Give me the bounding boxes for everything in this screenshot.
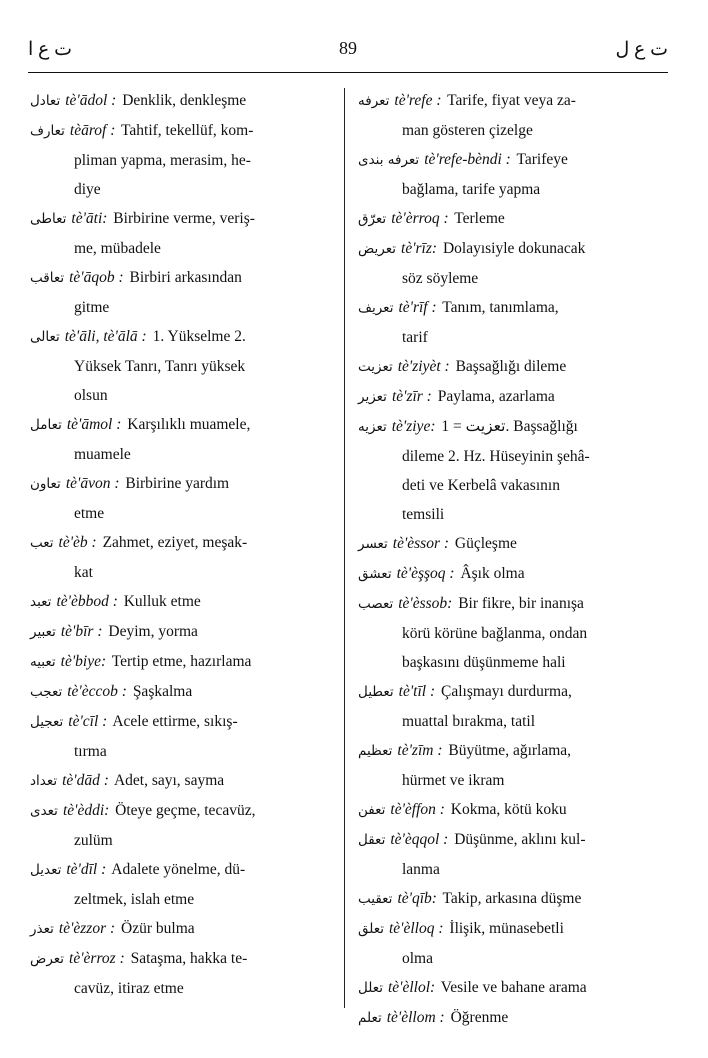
entry-transliteration: tè'èbbod : [56,593,118,610]
entry-transliteration: tè'āqob : [69,269,124,286]
dictionary-entry [358,86,660,145]
entry-definition: Özür bulma [121,920,195,937]
entry-arabic-headword: تعلم [358,1010,382,1026]
entry-definition-continuation: olsun [74,387,108,404]
entry-arabic-headword: تعظیم [358,743,393,759]
entry-first-line [30,587,335,617]
dictionary-entry [358,914,660,973]
entry-transliteration: tè'èffon : [390,801,445,818]
header-rule [28,72,668,73]
entry-arabic-headword: تعارف [30,123,65,139]
entry-arabic-headword: تعالی [30,329,60,345]
entry-definition-continuation: cavüz, itiraz etme [74,980,184,997]
entry-first-line [358,382,660,412]
entry-definition-continuation: diye [74,181,101,198]
entry-first-line [30,263,335,293]
header-left-guide: ت ع ا [28,39,73,60]
entry-definition: 1. Yükselme 2. [152,328,246,345]
dictionary-entry [30,263,335,322]
entry-arabic-headword: تعلل [358,980,383,996]
dictionary-entry [30,914,335,944]
entry-first-line [30,944,335,974]
entry-transliteration: tè'zīr : [391,388,432,405]
entry-transliteration: tè'ziye: [391,418,436,435]
entry-definition: İlişik, münasebetli [449,920,564,937]
entry-definition-continuation: zeltmek, islah etme [74,891,195,908]
dictionary-entry [358,529,660,559]
entry-definition: Çalışmayı durdurma, [441,683,572,700]
entry-definition: Adalete yönelme, dü- [111,861,246,878]
entry-first-line [30,677,335,707]
dictionary-entry [358,145,660,204]
entry-definition: Şaşkalma [132,683,193,700]
entry-definition: Birbirine yardım [125,475,230,492]
entry-transliteration: tè'zīm : [397,742,443,759]
dictionary-entry [30,469,335,528]
entry-definition: Tertip etme, hazırlama [111,653,252,670]
entry-definition: Büyütme, ağırlama, [448,742,572,759]
entry-definition: Öteye geçme, tecavüz, [115,802,256,819]
entry-arabic-headword: تعطیل [358,684,394,700]
entry-arabic-headword: تعقل [358,832,386,848]
dictionary-entry [358,795,660,825]
column-divider [344,88,345,1008]
entry-first-line [30,86,335,116]
dictionary-entry [358,293,660,352]
entry-transliteration: tè'tīl : [398,683,436,700]
entry-first-line [30,796,335,826]
entry-transliteration: tè'rīf : [398,299,437,316]
entry-definition-continuation: pliman yapma, merasim, he- [74,152,251,169]
entry-first-line [358,145,660,175]
entry-first-line [358,352,660,382]
entry-definition: Karşılıklı muamele, [127,416,251,433]
dictionary-entry [30,410,335,469]
entry-definition: Terleme [454,210,505,227]
entry-arabic-headword: تعزیت [358,359,393,375]
entry-first-line [358,677,660,707]
entry-first-line [358,795,660,825]
entry-definition-continuation: deti ve Kerbelâ vakasının [402,477,560,494]
entry-definition-continuation: lanma [402,861,440,878]
entry-arabic-headword: تعسر [358,536,388,552]
entry-definition: Başsağlığı dileme [455,358,567,375]
entry-arabic-headword: تعرّق [358,211,387,227]
entry-arabic-headword: تعاقب [30,270,65,286]
entry-transliteration: tè'refe : [394,92,442,109]
entry-transliteration: tè'èb : [58,534,97,551]
entry-transliteration: tè'ziyèt : [397,358,450,375]
entry-transliteration: tè'èllom : [386,1009,445,1026]
entry-definition-continuation: tırma [74,743,107,760]
entry-definition: Tanım, tanımlama, [442,299,559,316]
entry-definition-continuation: zulüm [74,832,113,849]
entry-definition: Denklik, denkleşme [122,92,247,109]
entry-transliteration: tè'cīl : [68,713,108,730]
entry-arabic-headword: تعامل [30,417,62,433]
entry-definition-continuation: kat [74,564,93,581]
entry-definition: Öğrenme [450,1009,509,1026]
entry-definition: Vesile ve bahane arama [440,979,587,996]
dictionary-entry [358,412,660,529]
entry-first-line [358,973,660,1003]
entry-first-line [30,766,335,796]
entry-transliteration: tè'èccob : [67,683,127,700]
page-number: 89 [339,38,357,58]
dictionary-entry [30,796,335,855]
entry-definition: Paylama, azarlama [437,388,555,405]
entry-definition-continuation: söz söyleme [402,270,479,287]
entry-transliteration: tè'rīz: [401,240,438,257]
entry-transliteration: tè'èllol: [387,979,436,996]
entry-transliteration: tè'āti: [71,210,108,227]
entry-arabic-headword: تعب [30,535,54,551]
entry-definition: Acele ettirme, sıkış- [112,713,238,730]
entry-first-line [358,736,660,766]
entry-definition-continuation: etme [74,505,105,522]
dictionary-entry [358,382,660,412]
left-column [30,86,335,1003]
entry-transliteration: tè'èrroq : [391,210,449,227]
dictionary-entry [358,825,660,884]
entry-definition-continuation: tarif [402,329,428,346]
entry-definition: Güçleşme [454,535,517,552]
entry-transliteration: tè'èlloq : [389,920,444,937]
entry-first-line [30,469,335,499]
entry-definition: Kulluk etme [123,593,201,610]
entry-arabic-headword: تعفن [358,802,386,818]
entry-first-line [30,322,335,352]
entry-first-line [358,204,660,234]
entry-first-line [30,647,335,677]
entry-first-line [30,914,335,944]
entry-definition: Deyim, yorma [108,623,198,640]
entry-definition: Dolayısiyle dokunacak [442,240,586,257]
entry-definition-continuation: man gösteren çizelge [402,122,533,139]
dictionary-entry [30,944,335,1003]
entry-definition: Âşık olma [460,565,525,582]
entry-definition: Düşünme, aklını kul- [454,831,586,848]
entry-definition: Sataşma, hakka te- [130,950,248,967]
entry-definition-continuation: dileme 2. Hz. Hüseyinin şehâ- [402,448,590,465]
entry-arabic-headword: تعبیه [30,654,56,670]
entry-first-line [30,855,335,885]
entry-transliteration: tè'èrroz : [69,950,125,967]
dictionary-entry [30,528,335,587]
dictionary-entry [358,234,660,293]
entry-definition-continuation: olma [402,950,433,967]
entry-first-line [30,204,335,234]
entry-arabic-headword: تعجب [30,684,63,700]
entry-transliteration: tè'refe-bèndi : [424,151,511,168]
dictionary-entry [30,647,335,677]
entry-first-line [358,825,660,855]
entry-definition: Bir fikre, bir inanışa [458,595,584,612]
dictionary-entry [30,855,335,914]
entry-arabic-headword: تعلق [358,921,384,937]
entry-first-line [358,914,660,944]
entry-definition: Zahmet, eziyet, meşak- [102,534,248,551]
entry-first-line [358,86,660,116]
dictionary-entry [358,677,660,736]
dictionary-entry [358,973,660,1003]
entry-definition-continuation: me, mübadele [74,240,161,257]
entry-definition-continuation: muattal bırakma, tatil [402,713,535,730]
entry-arabic-headword: تعشق [358,566,392,582]
dictionary-entry [358,884,660,914]
dictionary-entry [30,587,335,617]
entry-first-line [358,884,660,914]
entry-arabic-headword: تعریض [358,241,397,257]
entry-arabic-headword: تعبد [30,594,52,610]
entry-first-line [30,617,335,647]
entry-first-line [358,559,660,589]
entry-arabic-headword: تعدی [30,803,58,819]
entry-transliteration: tè'èqqol : [390,831,449,848]
entry-definition: Takip, arkasına düşme [442,890,582,907]
entry-definition-continuation: muamele [74,446,131,463]
dictionary-entry [358,559,660,589]
entry-first-line [30,528,335,558]
entry-definition: تعزیت = 1. Başsağlığı [441,418,578,435]
entry-first-line [358,589,660,619]
right-column [358,86,660,1033]
dictionary-entry [30,766,335,796]
entry-definition-continuation: başkasını düşünmeme hali [402,654,566,671]
entry-arabic-headword: تعاون [30,476,61,492]
entry-first-line [30,410,335,440]
entry-definition: Tahtif, tekellüf, kom- [121,122,254,139]
entry-arabic-headword: تعزیر [358,389,387,405]
header-right-guide: ت ع ل [615,39,668,60]
entry-arabic-headword: تعصب [358,596,394,612]
entry-arabic-headword: تعاطی [30,211,67,227]
dictionary-entry [30,86,335,116]
entry-first-line [30,707,335,737]
page-header [28,38,668,64]
dictionary-entry [358,352,660,382]
entry-arabic-headword: تعزیه [358,419,387,435]
entry-transliteration: tè'dīl : [66,861,107,878]
entry-arabic-headword: تعرفه بندی [358,152,420,168]
entry-definition: Tarife, fiyat veya za- [447,92,576,109]
entry-first-line [358,234,660,264]
entry-transliteration: tè'bīr : [60,623,103,640]
dictionary-entry [30,707,335,766]
entry-transliteration: tè'dād : [62,772,109,789]
entry-definition: Adet, sayı, sayma [113,772,225,789]
entry-definition-continuation: bağlama, tarife yapma [402,181,541,198]
entry-arabic-headword: تعداد [30,773,58,789]
entry-arabic-headword: تعدیل [30,862,62,878]
entry-arabic-headword: تعرض [30,951,65,967]
entry-arabic-headword: تعذر [30,921,54,937]
entry-arabic-headword: تعقیب [358,891,393,907]
entry-arabic-headword: تعرفه [358,93,390,109]
entry-first-line [30,116,335,146]
entry-arabic-headword: تعریف [358,300,394,316]
entry-transliteration: tè'èşşoq : [396,565,455,582]
entry-first-line [358,412,660,442]
entry-transliteration: tè'āli, tè'ālā : [64,328,147,345]
dictionary-entry [358,736,660,795]
dictionary-entry [358,589,660,677]
dictionary-entry [30,322,335,410]
entry-arabic-headword: تعجیل [30,714,64,730]
dictionary-entry [30,204,335,263]
dictionary-entry [358,204,660,234]
entry-first-line [358,529,660,559]
entry-arabic-headword: تعبیر [30,624,56,640]
entry-definition-continuation: Yüksek Tanrı, Tanrı yüksek [74,358,246,375]
entry-definition: Birbiri arkasından [129,269,242,286]
entry-transliteration: tè'āvon : [65,475,120,492]
entry-first-line [358,293,660,323]
entry-first-line [358,1003,660,1033]
entry-arabic-headword: تعادل [30,93,61,109]
entry-transliteration: tè'āmol : [66,416,122,433]
dictionary-entry [358,1003,660,1033]
dictionary-entry [30,677,335,707]
entry-definition-continuation: temsili [402,506,445,523]
entry-transliteration: tè'èddi: [62,802,110,819]
dictionary-entry [30,116,335,204]
entry-definition: Kokma, kötü koku [450,801,567,818]
entry-transliteration: tè'èssob: [398,595,453,612]
entry-definition-continuation: körü körüne bağlanma, ondan [402,625,588,642]
entry-definition-continuation: gitme [74,299,110,316]
entry-transliteration: tè'ādol : [65,92,117,109]
entry-definition: Tarifeye [516,151,568,168]
entry-transliteration: tè'èzzor : [58,920,116,937]
entry-transliteration: tèārof : [69,122,116,139]
entry-transliteration: tè'biye: [60,653,107,670]
entry-transliteration: tè'èssor : [392,535,450,552]
entry-definition-continuation: hürmet ve ikram [402,772,505,789]
entry-definition: Birbirine verme, veriş- [113,210,255,227]
entry-transliteration: tè'qīb: [397,890,437,907]
dictionary-entry [30,617,335,647]
